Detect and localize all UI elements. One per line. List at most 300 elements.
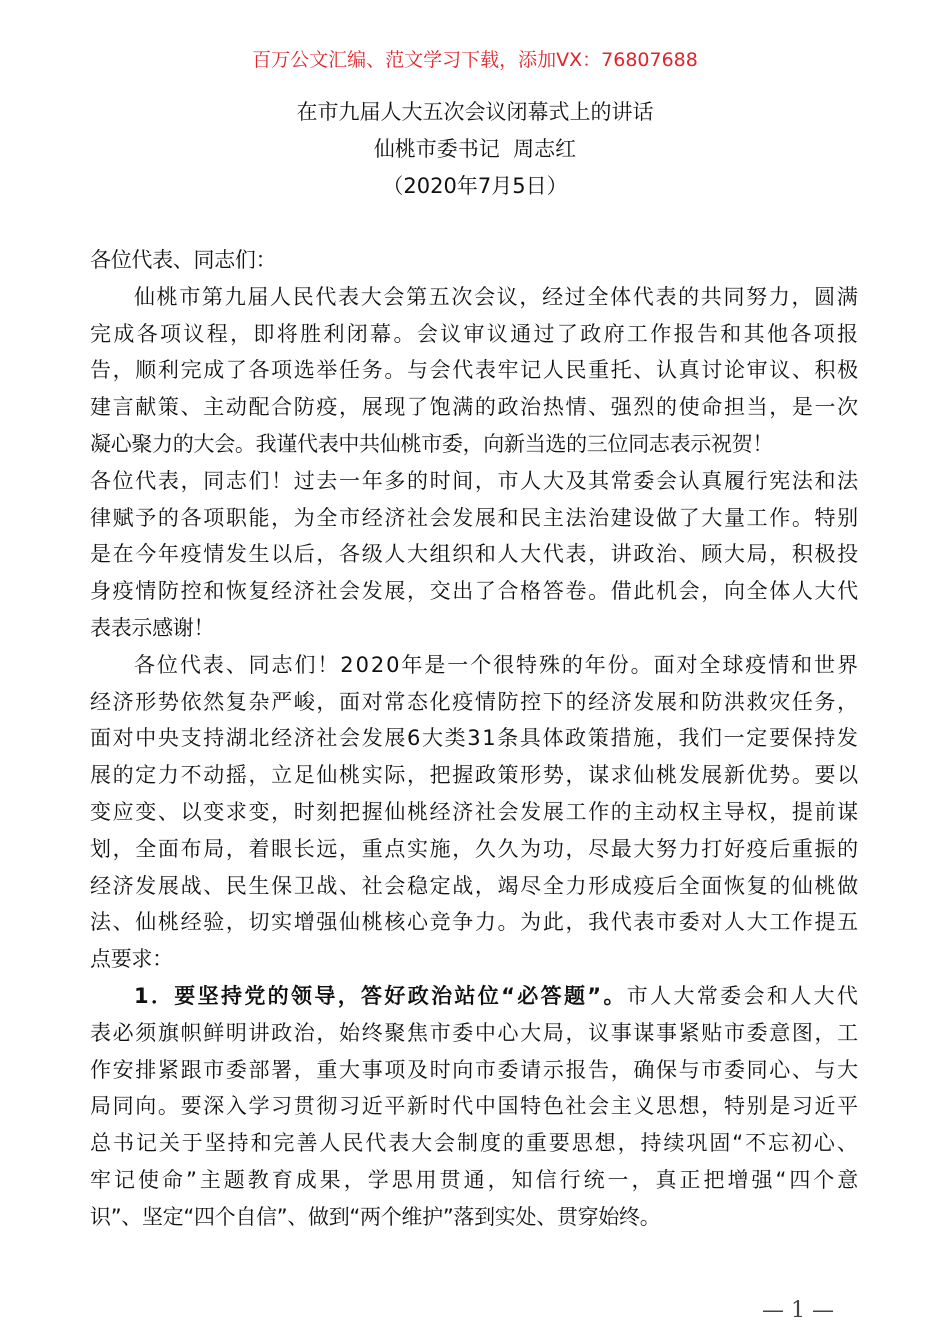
char: 法 bbox=[791, 468, 813, 493]
char: 。 bbox=[791, 505, 813, 530]
char: 言 bbox=[112, 395, 134, 420]
char: 大 bbox=[813, 983, 835, 1008]
paragraph bbox=[90, 978, 858, 1236]
char: 会 bbox=[416, 321, 438, 346]
char: 委 bbox=[723, 1057, 745, 1082]
char: 做 bbox=[837, 873, 858, 898]
char: 工 bbox=[837, 1020, 858, 1045]
char: 委 bbox=[497, 1057, 519, 1082]
text-line bbox=[90, 647, 858, 684]
char: 社 bbox=[316, 726, 338, 751]
char: 务 bbox=[814, 689, 836, 714]
char: 救 bbox=[746, 689, 768, 714]
char: 项 bbox=[271, 358, 292, 383]
char: 卷 bbox=[565, 579, 587, 604]
char: 后 bbox=[769, 836, 790, 861]
char: 书 bbox=[112, 1131, 134, 1156]
char: 市 bbox=[723, 1020, 745, 1045]
char: 民 bbox=[225, 873, 247, 898]
char: 疫 bbox=[316, 395, 338, 420]
char: 作 bbox=[588, 799, 609, 824]
char: 把 bbox=[703, 1167, 725, 1192]
char: 疫 bbox=[633, 873, 655, 898]
char: 各 bbox=[90, 468, 111, 493]
char: 全 bbox=[678, 873, 700, 898]
char: 市 bbox=[429, 1020, 451, 1045]
char: 排 bbox=[135, 1057, 156, 1082]
char: 持 bbox=[203, 726, 224, 751]
char: 仙 bbox=[135, 910, 156, 935]
char: 事 bbox=[656, 1020, 677, 1045]
char: 次 bbox=[451, 284, 473, 309]
char: 代 bbox=[452, 358, 473, 383]
char: 巩 bbox=[686, 1131, 708, 1156]
char: 展 bbox=[384, 726, 406, 751]
char: 大 bbox=[633, 836, 655, 861]
char: 实 bbox=[361, 763, 383, 788]
char: ， bbox=[519, 284, 541, 309]
char: 各 bbox=[136, 321, 158, 346]
char: 职 bbox=[225, 505, 247, 530]
char: 真 bbox=[678, 358, 700, 383]
char: 利 bbox=[157, 358, 179, 383]
char: 强 bbox=[751, 1167, 773, 1192]
char: 增 bbox=[293, 910, 315, 935]
char: 确 bbox=[633, 1057, 655, 1082]
char: 权 bbox=[746, 799, 768, 824]
char: 会 bbox=[678, 579, 700, 604]
char: 同 bbox=[746, 1057, 768, 1082]
char: ， bbox=[406, 579, 428, 604]
char: 育 bbox=[271, 1167, 293, 1192]
char: 防 bbox=[497, 689, 519, 714]
char: 主 bbox=[610, 1094, 632, 1119]
char: 2 bbox=[370, 652, 384, 677]
char: 变 bbox=[135, 799, 156, 824]
char: ， bbox=[339, 395, 360, 420]
char: 答 bbox=[540, 983, 562, 1008]
char: 形 bbox=[135, 689, 156, 714]
char: 会 bbox=[474, 284, 495, 309]
char: 学 bbox=[367, 1167, 389, 1192]
char: 变 bbox=[248, 799, 270, 824]
char: 大 bbox=[723, 542, 745, 567]
char: 治 bbox=[431, 983, 452, 1008]
char: 要 bbox=[180, 1094, 202, 1119]
paragraph bbox=[90, 647, 858, 978]
char: 特 bbox=[723, 1094, 745, 1119]
char: 济 bbox=[112, 873, 134, 898]
text-line bbox=[90, 904, 858, 941]
char: 体 bbox=[542, 726, 564, 751]
char: 总 bbox=[90, 1131, 111, 1156]
text-line bbox=[90, 1125, 858, 1162]
char: 代 bbox=[542, 542, 564, 567]
line-text: 表表示感谢！ bbox=[90, 615, 215, 640]
char: 仙 bbox=[316, 763, 338, 788]
char: 提 bbox=[814, 910, 836, 935]
char: 事 bbox=[610, 1020, 632, 1045]
char: 会 bbox=[429, 358, 451, 383]
char: 年 bbox=[584, 652, 606, 677]
char: 、 bbox=[836, 1131, 858, 1156]
char: 以 bbox=[837, 763, 858, 788]
char: 学 bbox=[248, 1094, 270, 1119]
char: 全 bbox=[542, 873, 564, 898]
char: 代 bbox=[135, 468, 156, 493]
char: 对 bbox=[701, 910, 722, 935]
char: 的 bbox=[837, 836, 858, 861]
char: 支 bbox=[180, 726, 202, 751]
char: 持 bbox=[640, 1131, 662, 1156]
char: 、 bbox=[791, 1057, 813, 1082]
char: 市 bbox=[339, 505, 360, 530]
char: 的 bbox=[565, 689, 587, 714]
char: 心 bbox=[406, 910, 428, 935]
char: 统 bbox=[583, 1167, 605, 1192]
char: 必 bbox=[517, 983, 538, 1008]
char: 人 bbox=[270, 284, 291, 309]
char: 求 bbox=[610, 763, 632, 788]
char: 大 bbox=[421, 726, 443, 751]
char: 洪 bbox=[723, 689, 745, 714]
char: 会 bbox=[383, 284, 405, 309]
char: 布 bbox=[180, 836, 202, 861]
char: 态 bbox=[406, 689, 428, 714]
char: 依 bbox=[180, 689, 202, 714]
page-number: — 1 — bbox=[762, 1298, 834, 1323]
char: 前 bbox=[814, 799, 836, 824]
char: 同 bbox=[203, 468, 224, 493]
char: 教 bbox=[247, 1167, 269, 1192]
char: 此 bbox=[633, 579, 655, 604]
char: ！ bbox=[271, 468, 292, 493]
char: 使 bbox=[137, 1167, 159, 1192]
char: 核 bbox=[384, 910, 406, 935]
char: 不 bbox=[180, 763, 202, 788]
char: 代 bbox=[632, 284, 654, 309]
char: 很 bbox=[493, 652, 514, 677]
char: 成 bbox=[113, 321, 135, 346]
char: 作 bbox=[650, 321, 671, 346]
char: 大 bbox=[746, 910, 768, 935]
char: 报 bbox=[673, 321, 695, 346]
char: 务 bbox=[361, 358, 383, 383]
char: 和 bbox=[474, 542, 496, 567]
char: 为 bbox=[520, 836, 541, 861]
char: 度 bbox=[479, 1131, 501, 1156]
char: 情 bbox=[135, 579, 156, 604]
char: 圆 bbox=[814, 284, 835, 309]
char: 赋 bbox=[112, 505, 134, 530]
char: 与 bbox=[406, 358, 428, 383]
char: 疫 bbox=[746, 836, 768, 861]
char: 年 bbox=[361, 468, 383, 493]
char: 大 bbox=[339, 1057, 360, 1082]
char: 市 bbox=[474, 1057, 496, 1082]
char: 谋 bbox=[633, 1020, 655, 1045]
char: 他 bbox=[766, 321, 788, 346]
char: ， bbox=[814, 1020, 836, 1045]
text-line bbox=[90, 684, 858, 721]
char: 想 bbox=[594, 1131, 616, 1156]
char: 和 bbox=[720, 321, 741, 346]
char: 以 bbox=[180, 799, 202, 824]
char: 发 bbox=[225, 542, 247, 567]
char: 措 bbox=[610, 726, 632, 751]
char: 宪 bbox=[769, 468, 790, 493]
char: 桃 bbox=[656, 763, 677, 788]
char: 桃 bbox=[339, 763, 360, 788]
char: 平 bbox=[384, 1094, 406, 1119]
char: 各 bbox=[180, 505, 202, 530]
char: 各 bbox=[790, 321, 812, 346]
char: 出 bbox=[452, 579, 473, 604]
char: 策 bbox=[497, 763, 519, 788]
char: 提 bbox=[791, 799, 813, 824]
char: 告 bbox=[696, 321, 718, 346]
char: 央 bbox=[157, 726, 179, 751]
char: 发 bbox=[520, 799, 541, 824]
char: 报 bbox=[837, 321, 858, 346]
char: 法 bbox=[565, 505, 587, 530]
char: 情 bbox=[768, 652, 789, 677]
char: 复 bbox=[225, 689, 247, 714]
char: 人 bbox=[520, 468, 541, 493]
char: 6 bbox=[406, 726, 421, 751]
char: 平 bbox=[837, 1094, 858, 1119]
char: 代 bbox=[610, 910, 632, 935]
char: 饱 bbox=[429, 395, 451, 420]
char: 经 bbox=[361, 505, 383, 530]
char: 九 bbox=[224, 284, 246, 309]
line-text: 点要求： bbox=[90, 947, 173, 972]
char: 市 bbox=[701, 1057, 722, 1082]
char: 和 bbox=[791, 652, 812, 677]
text-line bbox=[90, 500, 858, 537]
char: 图 bbox=[791, 1020, 813, 1045]
char: 划 bbox=[90, 836, 111, 861]
char: 大 bbox=[814, 579, 836, 604]
char: 努 bbox=[656, 836, 677, 861]
char: 代 bbox=[179, 652, 201, 677]
char: ！ bbox=[317, 652, 339, 677]
char: 灾 bbox=[769, 689, 790, 714]
char: 后 bbox=[293, 542, 315, 567]
char: 疫 bbox=[452, 689, 473, 714]
char: 表 bbox=[388, 1131, 409, 1156]
char: 市 bbox=[626, 983, 648, 1008]
text-line bbox=[90, 868, 858, 905]
char: 眼 bbox=[271, 836, 292, 861]
char: ， bbox=[316, 689, 338, 714]
char: 即 bbox=[253, 321, 275, 346]
char: 热 bbox=[542, 395, 564, 420]
char: 力 bbox=[157, 763, 179, 788]
char: ， bbox=[316, 1020, 338, 1045]
char: 桃 bbox=[157, 910, 179, 935]
char: 市 bbox=[656, 910, 677, 935]
char: 向 bbox=[723, 579, 745, 604]
char: 代 bbox=[836, 983, 858, 1008]
char: 始 bbox=[339, 1020, 360, 1045]
document-body bbox=[90, 242, 858, 1236]
char: 和 bbox=[678, 689, 700, 714]
char: 初 bbox=[790, 1131, 812, 1156]
char: 别 bbox=[837, 505, 858, 530]
char: 牢 bbox=[90, 1167, 111, 1192]
char: “ bbox=[732, 1131, 743, 1156]
text-line bbox=[90, 1199, 858, 1236]
char: 真 bbox=[701, 468, 722, 493]
char: 表 bbox=[655, 284, 677, 309]
char: 疫 bbox=[180, 542, 202, 567]
char: 成 bbox=[295, 1167, 317, 1192]
char: 其 bbox=[743, 321, 765, 346]
char: 举 bbox=[316, 358, 338, 383]
char: ， bbox=[837, 689, 858, 714]
text-line bbox=[90, 316, 858, 353]
char: 生 bbox=[248, 873, 270, 898]
char: 。 bbox=[497, 910, 519, 935]
char: 恢 bbox=[225, 579, 247, 604]
text-line bbox=[90, 1088, 858, 1125]
char: 各 bbox=[339, 542, 360, 567]
char: ， bbox=[225, 910, 247, 935]
char: 第 bbox=[202, 284, 223, 309]
char: 1 bbox=[134, 983, 149, 1008]
char: 好 bbox=[384, 983, 406, 1008]
char: 表 bbox=[633, 910, 655, 935]
char: 心 bbox=[813, 1131, 835, 1156]
char: 必 bbox=[112, 1020, 134, 1045]
char: 志 bbox=[225, 468, 247, 493]
char: 的 bbox=[157, 505, 179, 530]
char: 势 bbox=[157, 689, 179, 714]
char: 论 bbox=[723, 358, 745, 383]
char: 竭 bbox=[497, 873, 519, 898]
char: 市 bbox=[497, 468, 519, 493]
char: 界 bbox=[836, 652, 858, 677]
char: 题 bbox=[563, 983, 585, 1008]
char: 久 bbox=[497, 836, 519, 861]
char: 情 bbox=[474, 689, 496, 714]
char: 作 bbox=[769, 505, 790, 530]
char: 济 bbox=[452, 799, 473, 824]
char: 最 bbox=[610, 836, 632, 861]
char: 生 bbox=[248, 542, 270, 567]
char: 托 bbox=[610, 358, 632, 383]
char: 个 bbox=[813, 1167, 834, 1192]
char: 桃 bbox=[156, 284, 178, 309]
char: 议 bbox=[486, 321, 508, 346]
char: 大 bbox=[520, 542, 541, 567]
char: 的 bbox=[406, 468, 428, 493]
char: 振 bbox=[814, 836, 836, 861]
char: 人 bbox=[319, 1131, 341, 1156]
char: 建 bbox=[90, 395, 111, 420]
char: 行 bbox=[746, 468, 768, 493]
char: 对 bbox=[112, 726, 134, 751]
char: 势 bbox=[769, 763, 790, 788]
char: 、 bbox=[225, 652, 247, 677]
char: 是 bbox=[424, 652, 446, 677]
char: 满 bbox=[452, 395, 473, 420]
char: 记 bbox=[520, 358, 541, 383]
char: 民 bbox=[342, 1131, 364, 1156]
char: 然 bbox=[203, 689, 224, 714]
char: 特 bbox=[814, 505, 836, 530]
char: 世 bbox=[814, 652, 835, 677]
char: 政 bbox=[474, 763, 496, 788]
char: 杂 bbox=[248, 689, 270, 714]
char: 制 bbox=[457, 1131, 478, 1156]
char: 入 bbox=[225, 1094, 247, 1119]
char: 的 bbox=[112, 763, 134, 788]
char: 事 bbox=[361, 1057, 383, 1082]
char: 防 bbox=[157, 579, 179, 604]
char: 项 bbox=[384, 1057, 406, 1082]
char: 告 bbox=[588, 1057, 609, 1082]
char: 在 bbox=[112, 542, 134, 567]
char: 位 bbox=[156, 652, 178, 677]
char: 1 bbox=[482, 726, 496, 751]
char: 局 bbox=[542, 1020, 564, 1045]
char: 际 bbox=[384, 763, 406, 788]
char: 思 bbox=[571, 1131, 593, 1156]
char: 会 bbox=[743, 983, 765, 1008]
char: 应 bbox=[112, 799, 134, 824]
char: 同 bbox=[723, 284, 745, 309]
char: 北 bbox=[248, 726, 270, 751]
text-line bbox=[90, 978, 858, 1015]
char: 义 bbox=[633, 1094, 655, 1119]
char: 委 bbox=[678, 910, 700, 935]
char: 重 bbox=[588, 358, 609, 383]
char: 主 bbox=[542, 505, 564, 530]
document-title: 在市九届人大五次会议闭幕式上的讲话 bbox=[296, 100, 654, 124]
char: 及 bbox=[406, 1057, 428, 1082]
char: 作 bbox=[791, 910, 813, 935]
char: 局 bbox=[746, 542, 768, 567]
char: 紧 bbox=[678, 1020, 700, 1045]
char: 其 bbox=[588, 468, 609, 493]
char: 我 bbox=[678, 726, 700, 751]
char: 展 bbox=[90, 763, 111, 788]
char: 动 bbox=[225, 395, 247, 420]
char: 政 bbox=[407, 983, 429, 1008]
char: 胜 bbox=[300, 321, 321, 346]
char: 面 bbox=[339, 689, 360, 714]
char: 仙 bbox=[339, 910, 360, 935]
char: 经 bbox=[429, 799, 451, 824]
char: 站 bbox=[454, 983, 476, 1008]
char: 认 bbox=[656, 358, 677, 383]
char: 担 bbox=[723, 395, 745, 420]
char: 条 bbox=[497, 726, 518, 751]
char: 议 bbox=[496, 284, 518, 309]
char: 各 bbox=[134, 652, 155, 677]
char: 署 bbox=[271, 1057, 292, 1082]
char: 社 bbox=[316, 579, 338, 604]
char: 现 bbox=[384, 395, 406, 420]
char: 优 bbox=[746, 763, 768, 788]
char: 过 bbox=[293, 468, 315, 493]
char: 须 bbox=[135, 1020, 156, 1045]
char: 战 bbox=[180, 873, 202, 898]
document-author: 仙桃市委书记 周志红 bbox=[373, 137, 577, 161]
char: 选 bbox=[293, 358, 315, 383]
